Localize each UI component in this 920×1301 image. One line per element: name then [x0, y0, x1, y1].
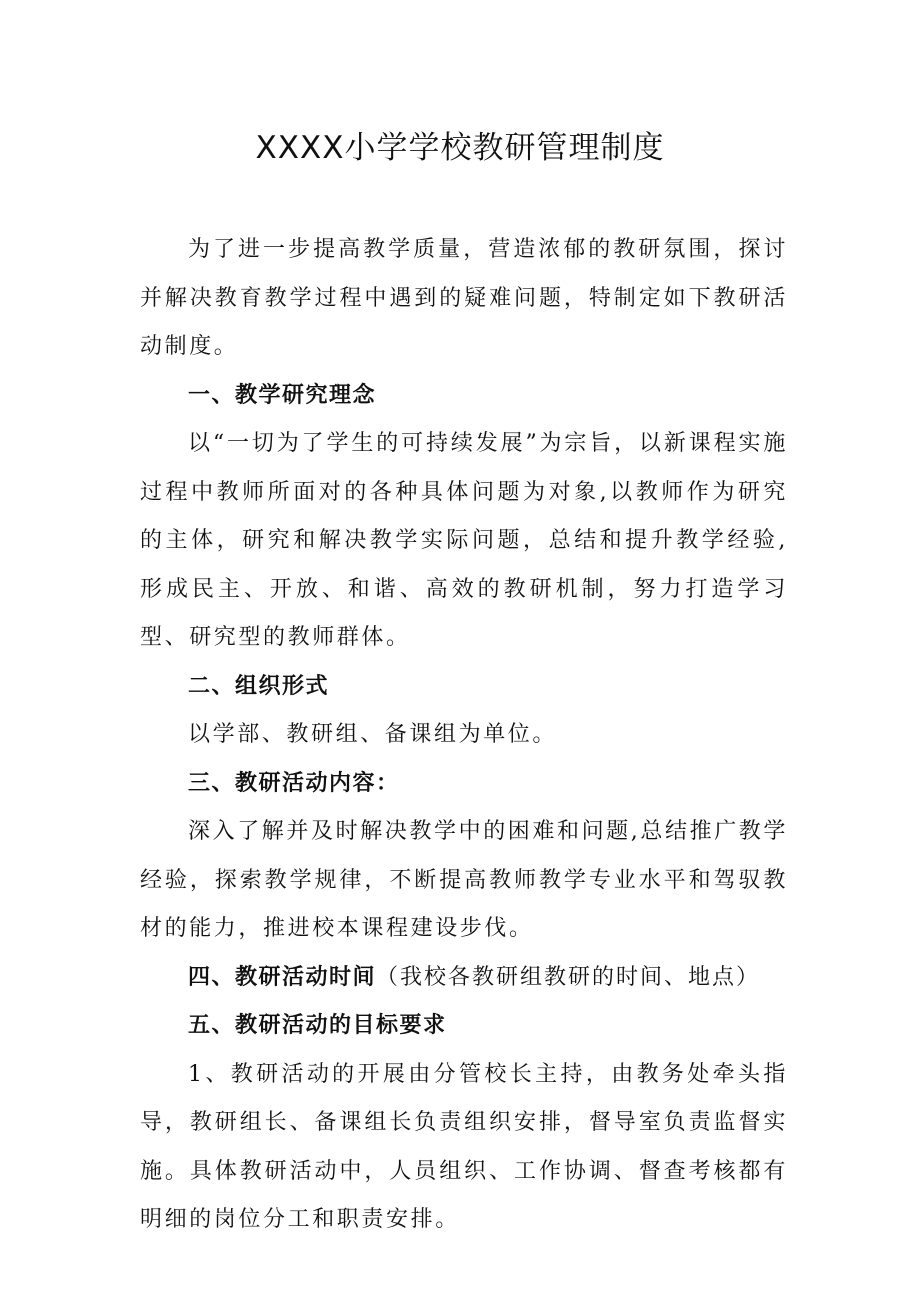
section-body-5: 1、教研活动的开展由分管校长主持，由教务处牵头指导，教研组长、备课组长负责组织安排，督导室负责监督实施。具体教研活动中，人员组织、工作协调、督查考核都有明细的岗位分工和职责安排。 [140, 1061, 788, 1232]
document-title: XXXX小学学校教研管理制度 [255, 130, 665, 166]
section-body-3: 深入了解并及时解决教学中的困难和问题,总结推广教学经验，探索教学规律，不断提高教师教学专业水平和驾驭教材的能力，推进校本课程建设步伐。 [140, 819, 788, 941]
intro-paragraph: 为了进一步提高教学质量，营造浓郁的教研氛围，探讨并解决教育教学过程中遇到的疑难问题，特制定如下教研活动制度。 [140, 237, 788, 359]
section-heading-4-note: （我校各教研组教研的时间、地点） [376, 964, 761, 990]
section-body-1: 以“一切为了学生的可持续发展”为宗旨，以新课程实施过程中教师所面对的各种具体问题为对象,以教师作为研究的主体，研究和解决教学实际问题，总结和提升教学经验,形成民主、开放、和谐、高效的教研机制，努力打造学习型、研究型的教师群体。 [140, 431, 788, 650]
section-heading-1: 一、教学研究理念 [188, 382, 377, 408]
section-heading-5: 五、教研活动的目标要求 [188, 1013, 447, 1038]
section-heading-4 [140, 954, 788, 1003]
section-heading-3: 三、教研活动内容： [188, 770, 400, 796]
section-heading-4-text: 四、教研活动时间 [188, 964, 377, 990]
section-heading-2: 二、组织形式 [188, 673, 330, 699]
section-body-2: 以学部、教研组、备课组为单位。 [188, 722, 558, 747]
document-body [140, 226, 788, 1245]
